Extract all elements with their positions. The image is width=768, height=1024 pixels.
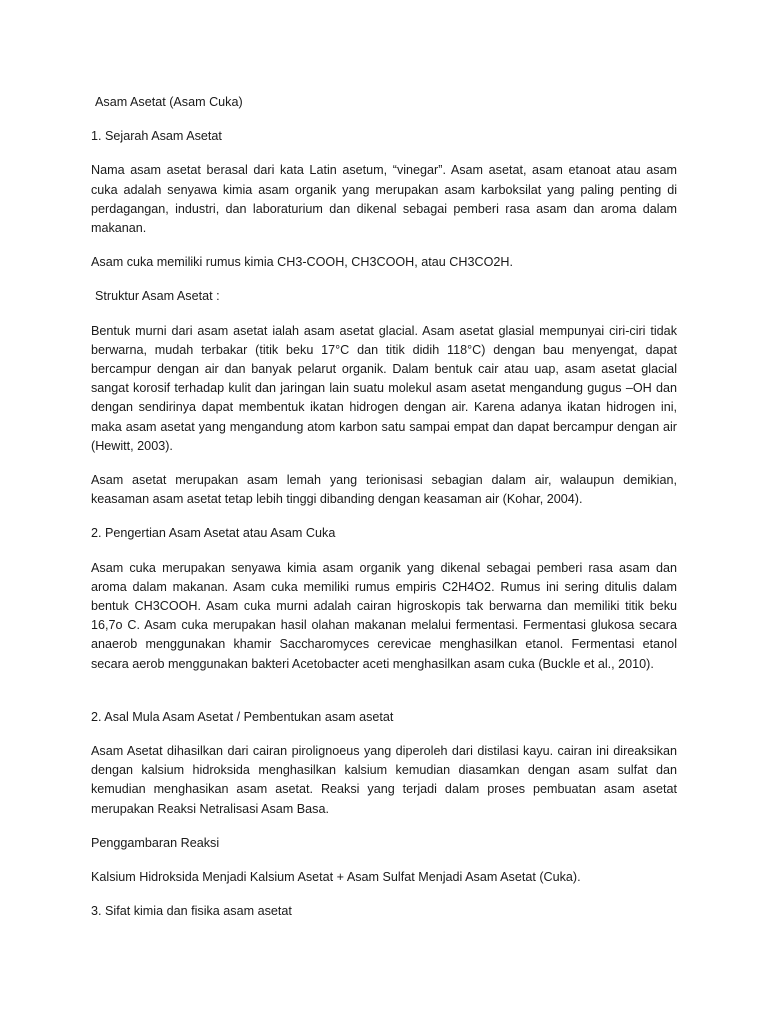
section-heading-asal-mula: 2. Asal Mula Asam Asetat / Pembentukan asam asetat xyxy=(91,709,394,724)
document-body xyxy=(91,93,677,922)
subheading-struktur: Struktur Asam Asetat : xyxy=(95,289,220,304)
paragraph-asam-lemah: Asam asetat merupakan asam lemah yang terionisasi sebagian dalam air, walaupun demikian, keasaman asam asetat tetap lebih tinggi dibanding dengan keasaman air (Kohar, 2004). xyxy=(91,473,677,507)
paragraph-reaksi: Kalsium Hidroksida Menjadi Kalsium Asetat + Asam Sulfat Menjadi Asam Asetat (Cuka). xyxy=(91,870,581,885)
section-heading-sifat: 3. Sifat kimia dan fisika asam asetat xyxy=(91,904,292,919)
paragraph-rumus-kimia: Asam cuka memiliki rumus kimia CH3-COOH, CH3COOH, atau CH3CO2H. xyxy=(91,255,513,270)
section-heading-pengertian: 2. Pengertian Asam Asetat atau Asam Cuka xyxy=(91,526,336,541)
paragraph-pengertian: Asam cuka merupakan senyawa kimia asam organik yang dikenal sebagai pemberi rasa asam dan aroma dalam makanan. Asam cuka memiliki rumus empiris C2H4O2. Rumus ini sering ditulis dalam bentuk CH3COOH. Asam cuka murni adalah cairan higroskopis tak berwarna dan memiliki titik beku 16,7o C. Asam cuka merupakan hasil olahan makanan melalui fermentasi. Fermentasi glukosa secara anaerob menggunakan khamir Saccharomyces cerevicae menghasilkan etanol. Fermentasi etanol secara aerob menggunakan bakteri Acetobacter aceti menghasilkan asam cuka (Buckle et al., 2010). xyxy=(91,560,677,671)
paragraph-asal-mula: Asam Asetat dihasilkan dari cairan pirolignoeus yang diperoleh dari distilasi kayu. cairan ini direaksikan dengan kalsium hidroksida menghasilkan kalsium kemudian diasamkan dengan asam sulfat dan kemudian menghasikan asam asetat. Reaksi yang terjadi dalam proses pembuatan asam asetat merupakan Reaksi Netralisasi Asam Basa. xyxy=(91,744,677,816)
document-title: Asam Asetat (Asam Cuka) xyxy=(95,95,243,109)
subheading-penggambaran-reaksi: Penggambaran Reaksi xyxy=(91,835,220,850)
section-heading-sejarah: 1. Sejarah Asam Asetat xyxy=(91,129,222,144)
paragraph-struktur: Bentuk murni dari asam asetat ialah asam asetat glacial. Asam asetat glasial mempunyai ciri-ciri tidak berwarna, mudah terbakar (titik beku 17°C dan titik didih 118°C) dengan bau menyengat, dapat bercampur dengan air dan banyak pelarut organik. Dalam bentuk cair atau uap, asam asetat glacial sangat korosif terhadap kulit dan jaringan lain suatu molekul asam asetat mengandung gugus –OH dan dengan sendirinya dapat membentuk ikatan hidrogen dengan air. Karena adanya ikatan hidrogen ini, maka asam asetat yang mengandung atom karbon satu sampai empat dan dapat bercampur dengan air (Hewitt, 2003). xyxy=(91,323,677,453)
paragraph-sejarah: Nama asam asetat berasal dari kata Latin asetum, “vinegar”. Asam asetat, asam etanoat atau asam cuka adalah senyawa kimia asam organik yang merupakan asam karboksilat yang paling penting di perdagangan, industri, dan laboraturium dan dikenal sebagai pemberi rasa asam dan aroma dalam makanan. xyxy=(91,163,677,236)
